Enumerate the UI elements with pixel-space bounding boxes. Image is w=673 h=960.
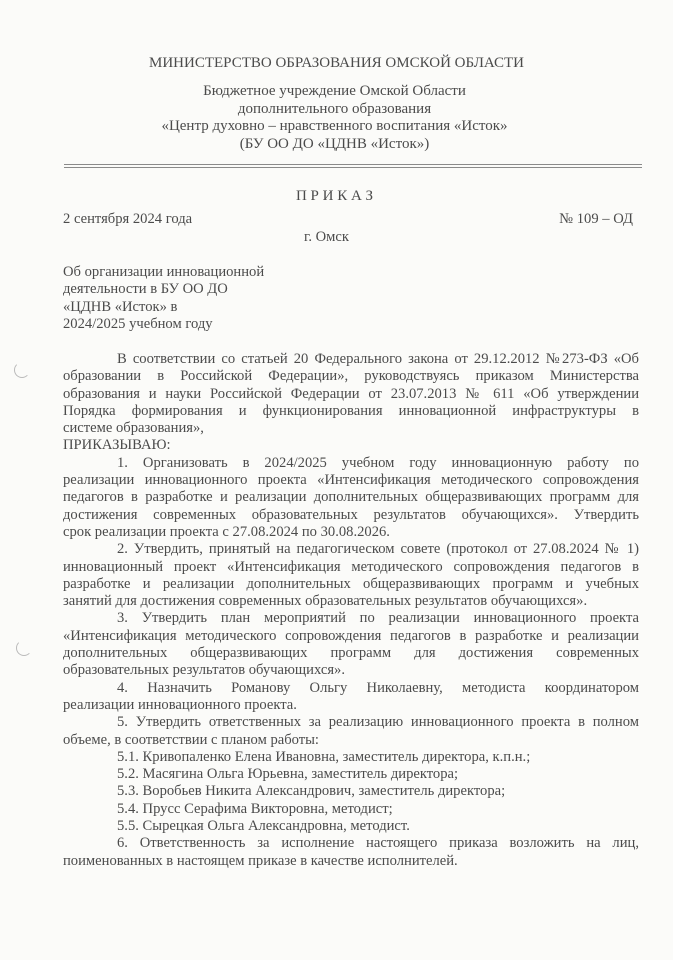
subject-line: «ЦДНВ «Исток» в xyxy=(63,298,178,315)
text-line: ПРИКАЗЫВАЮ: xyxy=(63,437,171,454)
paragraph xyxy=(63,783,639,800)
text-line: 5.2. Масягина Ольга Юрьевна, заместитель директора; xyxy=(117,766,459,783)
order-subject xyxy=(63,264,264,333)
text-line: инновационный проект «Интенсификация методического сопровождения педагогов в xyxy=(63,558,639,575)
order-body xyxy=(63,351,639,870)
text-line: «Интенсификация методического сопровождения педагогов в разработке и реализации xyxy=(63,627,639,644)
paragraph xyxy=(63,801,639,818)
text-line: достижения современных образовательных результатов обучающихся». Утвердить xyxy=(63,506,639,523)
paragraph xyxy=(63,610,639,679)
text-line: 2. Утвердить, принятый на педагогическом совете (протокол от 27.08.2024 № 1) xyxy=(117,541,639,558)
paragraph xyxy=(63,680,639,715)
text-line: 5.5. Сырецкая Ольга Александровна, методист. xyxy=(117,818,410,835)
ministry-title: МИНИСТЕРСТВО ОБРАЗОВАНИЯ ОМСКОЙ ОБЛАСТИ xyxy=(149,55,524,71)
text-line: 1. Организовать в 2024/2025 учебном году инновационную работу по xyxy=(117,454,639,471)
org-line: «Центр духовно – нравственного воспитания «Исток» xyxy=(161,118,508,134)
text-line: 6. Ответственность за исполнение настоящего приказа возложить на лиц, xyxy=(117,835,639,852)
text-line: 3. Утвердить план мероприятий по реализации инновационного проекта xyxy=(117,610,639,627)
text-line: дополнительных общеразвивающих программ для достижения современных xyxy=(63,645,639,662)
subject-line: деятельности в БУ ОО ДО xyxy=(63,281,228,298)
scan-mark xyxy=(16,640,32,656)
scan-mark xyxy=(14,362,30,378)
text-line: 5. Утвердить ответственных за реализацию инновационного проекта в полном xyxy=(117,714,639,731)
text-line: 5.3. Воробьев Никита Александрович, заместитель директора; xyxy=(117,783,506,800)
text-line: образовании в Российской Федерации», руководствуясь приказом Министерства xyxy=(63,368,639,385)
order-number: № 109 – ОД xyxy=(559,211,633,227)
text-line: реализации инновационного проекта. xyxy=(63,696,297,713)
paragraph xyxy=(63,818,639,835)
paragraph xyxy=(63,455,639,541)
order-title: П Р И К А З xyxy=(295,188,374,204)
text-line: В соответствии со статьей 20 Федерального закона от 29.12.2012 №273-ФЗ «Об xyxy=(117,351,639,367)
org-line: (БУ ОО ДО «ЦДНВ «Исток») xyxy=(239,135,430,152)
org-line: дополнительного образования xyxy=(237,100,432,117)
text-line: срок реализации проекта с 27.08.2024 по 30.08.2026. xyxy=(63,523,390,540)
text-line: Порядка формирования и функционирования инновационной инфраструктуры в xyxy=(63,402,639,419)
organization-name xyxy=(0,83,671,153)
org-line: Бюджетное учреждение Омской Области xyxy=(203,83,466,99)
paragraph xyxy=(63,749,639,766)
text-line: разработке и реализации дополнительных общеразвивающих программ и учебных xyxy=(63,575,639,592)
text-line: образовательных результатов обучающихся». xyxy=(63,662,345,679)
subject-line: Об организации инновационной xyxy=(63,264,265,280)
paragraph xyxy=(63,437,639,454)
text-line: занятий для достижения современных образовательных результатов обучающихся». xyxy=(63,593,588,610)
paragraph xyxy=(63,714,639,749)
text-line: реализации инновационного проекта «Интенсификация методического сопровождения xyxy=(63,472,639,489)
order-city: г. Омск xyxy=(304,229,349,245)
text-line: 5.1. Кривопаленко Елена Ивановна, заместитель директора, к.п.н.; xyxy=(117,748,531,765)
text-line: 5.4. Прусс Серафима Викторовна, методист; xyxy=(117,800,393,817)
text-line: образования и науки Российской Федерации от 23.07.2013 № 611 «Об утверждении xyxy=(63,385,639,402)
paragraph xyxy=(63,541,639,610)
text-line: поименованных в настоящем приказе в качестве исполнителей. xyxy=(63,852,458,869)
header-rule xyxy=(64,164,642,165)
text-line: системе образования», xyxy=(63,420,204,437)
order-date: 2 сентября 2024 года xyxy=(63,211,193,227)
text-line: педагогов в разработке и реализации дополнительных общеразвивающих программ для xyxy=(63,489,639,506)
subject-line: 2024/2025 учебном году xyxy=(63,315,213,332)
text-line: 4. Назначить Романову Ольгу Николаевну, методиста координатором xyxy=(117,679,639,696)
text-line: объеме, в соответствии с планом работы: xyxy=(63,731,319,748)
paragraph xyxy=(63,351,639,437)
header-rule xyxy=(64,167,642,168)
paragraph xyxy=(63,766,639,783)
paragraph xyxy=(63,835,639,870)
